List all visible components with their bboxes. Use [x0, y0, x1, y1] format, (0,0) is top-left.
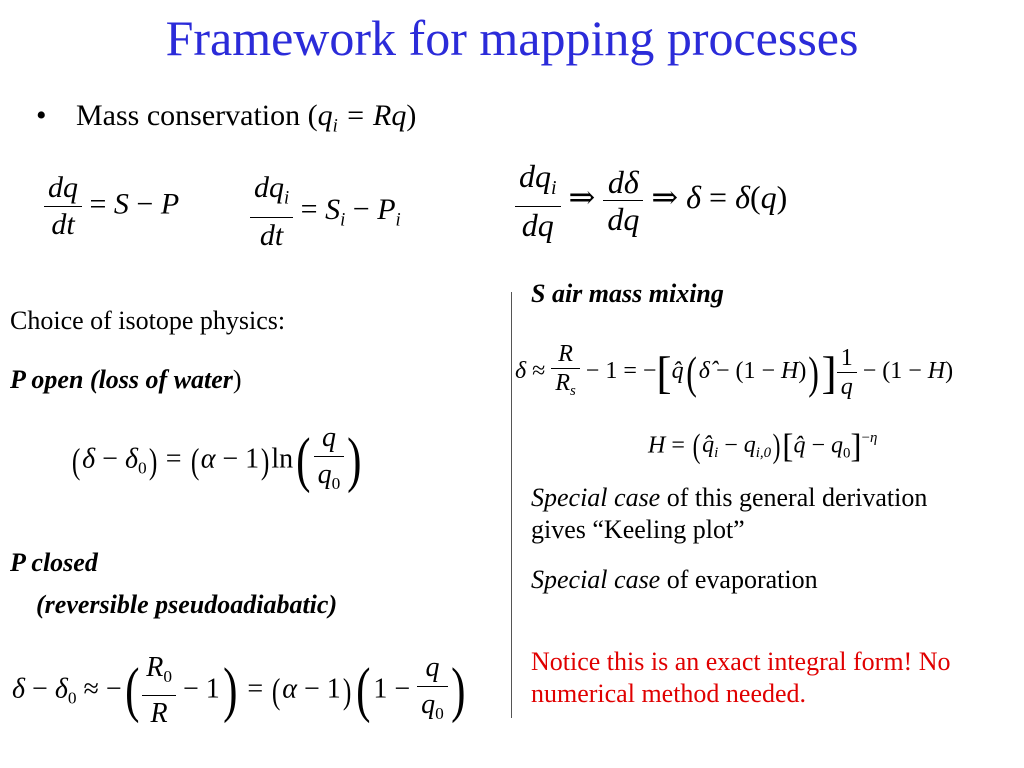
heading-p-open: P open (loss of water) — [10, 365, 242, 394]
heading-p-closed-subtitle: (reversible pseudoadiabatic) — [36, 590, 338, 619]
text-special-case-keeling: Special case of this general derivation gives “Keeling plot” — [531, 483, 928, 544]
text-choice-isotope-physics: Choice of isotope physics: — [10, 306, 286, 335]
equation-p-closed: $\delta - \delta_0$ ≈ −( $\frac{R_0}{R}$ − 1) = (α − 1)( 1 − $\frac{q}{q_0}$ ) — [12, 652, 466, 730]
bullet-mass-conservation: • Mass conservation $(q_i = Rq)$ — [36, 96, 416, 147]
equation-p-open: $(\delta - \delta_0) = (\alpha - 1)\ln$( $\frac{q}{q_0}$ ) — [71, 422, 362, 495]
notice-exact-integral: Notice this is an exact integral form! No numerical method needed. — [531, 647, 951, 708]
equation-dq-dt: $\frac{dq}{dt}$ = S − P — [44, 170, 179, 243]
bullet-icon: • — [36, 99, 47, 132]
equation-mixing-delta: δ ≈ $\frac{R}{R_s}$ − 1 = −[q̂(δ̂ − (1 − H))] $\frac{1}{q}$ − (1 − H) — [515, 341, 954, 401]
heading-p-closed: P closed — [10, 548, 98, 577]
heading-s-air-mass-mixing: S air mass mixing — [531, 279, 724, 308]
text-special-case-evaporation: Special case of evaporation — [531, 565, 818, 594]
math-qi-eq: $q_i = Rq$ — [317, 99, 407, 137]
bullet-text: Mass conservation ( — [76, 99, 318, 132]
equation-delta-of-q: $\frac{dq_i}{dq}$ ⇒ $\frac{d\delta}{dq}$ ⇒ δ = δ(q) — [515, 158, 787, 243]
equation-h: $H = (q̂_i$ − $q_{i,0})[q̂ - q_0]^{-\eta}$ — [648, 428, 878, 466]
page-title: Framework for mapping processes — [165, 10, 859, 66]
column-divider — [511, 292, 512, 718]
equation-dqi-dt: $\frac{dq_i}{dt}$ = $S_i - P_i$ — [250, 170, 401, 254]
